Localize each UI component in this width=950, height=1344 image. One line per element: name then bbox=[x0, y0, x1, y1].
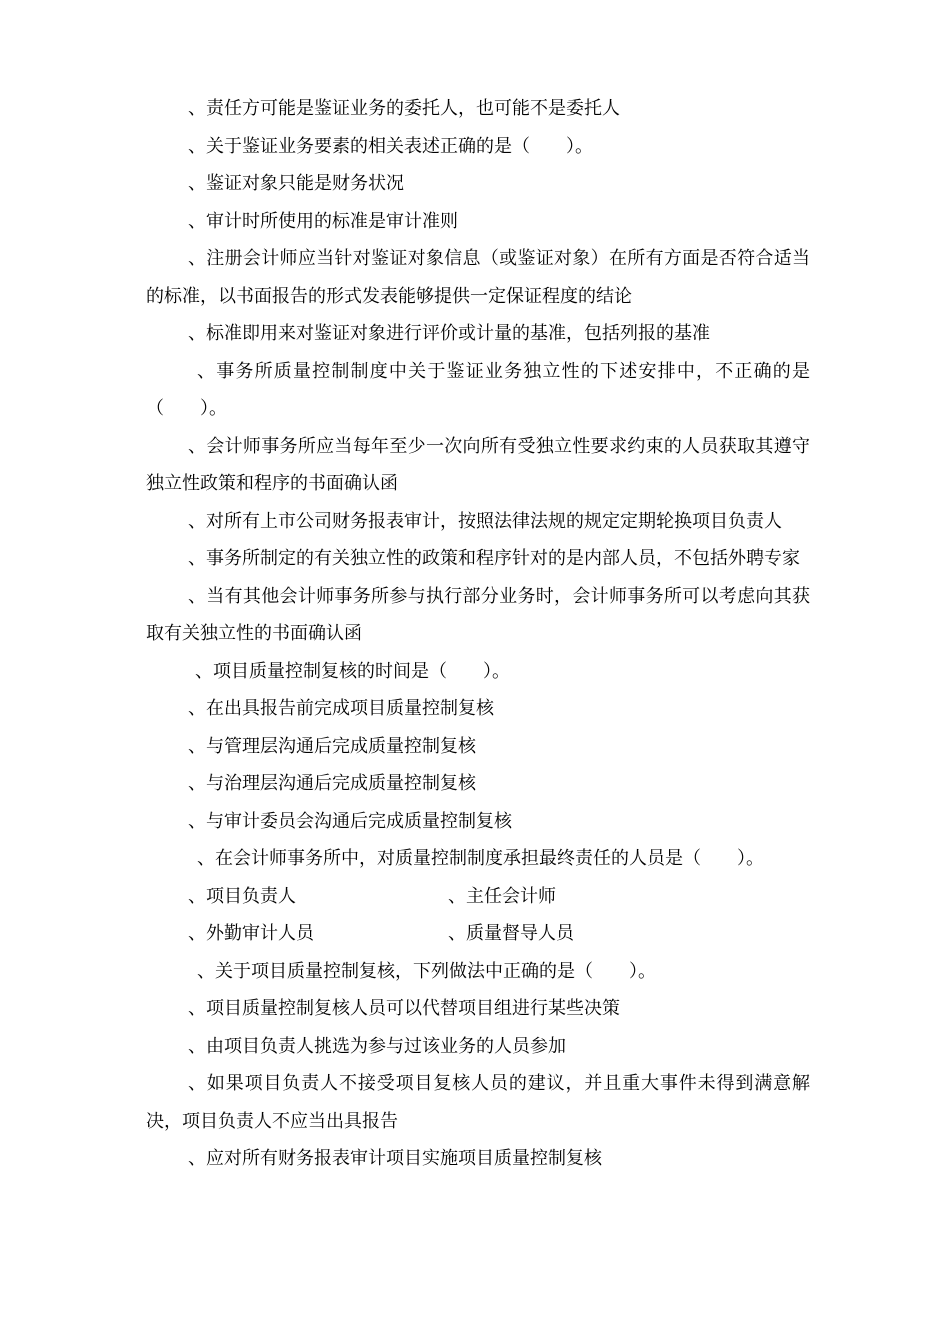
option-text: 、应对所有财务报表审计项目实施项目质量控制复核 bbox=[188, 1148, 602, 1169]
option-text: 、如果项目负责人不接受项目复核人员的建议，并且重大事件未得到满意解决，项目负责人不应当出具报告 bbox=[146, 1073, 810, 1132]
option-text: 、审计时所使用的标准是审计准则 bbox=[188, 210, 458, 232]
option-text: 、外勤审计人员 bbox=[188, 923, 314, 944]
option-text: 、由项目负责人挑选为参与过该业务的人员参加 bbox=[188, 1035, 566, 1057]
question-text: 、项目质量控制复核的时间是（ ）。 bbox=[195, 660, 510, 682]
option-text: 、鉴证对象只能是财务状况 bbox=[188, 173, 404, 194]
options-row bbox=[146, 915, 810, 953]
option-text: 、责任方可能是鉴证业务的委托人，也可能不是委托人 bbox=[188, 98, 620, 119]
option-text: 、事务所制定的有关独立性的政策和程序针对的是内部人员，不包括外聘专家 bbox=[188, 548, 800, 569]
option-text: 、与管理层沟通后完成质量控制复核 bbox=[188, 735, 476, 757]
option-text: 、当有其他会计师事务所参与执行部分业务时，会计师事务所可以考虑向其获取有关独立性的书面确认函 bbox=[146, 585, 810, 644]
question-text: 、在会计师事务所中，对质量控制制度承担最终责任的人员是（ ）。 bbox=[197, 848, 764, 869]
option-text: 、标准即用来对鉴证对象进行评价或计量的基准，包括列报的基准 bbox=[188, 323, 710, 344]
question-text: 、关于鉴证业务要素的相关表述正确的是（ ）。 bbox=[188, 135, 593, 157]
option-text: 、与审计委员会沟通后完成质量控制复核 bbox=[188, 810, 512, 832]
question-text: 、事务所质量控制制度中关于鉴证业务独立性的下述安排中，不正确的是（ ）。 bbox=[146, 360, 810, 419]
option-text: 、主任会计师 bbox=[448, 885, 556, 907]
option-text: 、会计师事务所应当每年至少一次向所有受独立性要求约束的人员获取其遵守独立性政策和程序的书面确认函 bbox=[146, 435, 810, 494]
option-text: 、项目负责人 bbox=[188, 885, 296, 907]
option-text: 、质量督导人员 bbox=[448, 923, 574, 944]
option-text: 、注册会计师应当针对鉴证对象信息（或鉴证对象）在所有方面是否符合适当的标准，以书面报告的形式发表能够提供一定保证程度的结论 bbox=[146, 248, 810, 307]
option-text: 、在出具报告前完成项目质量控制复核 bbox=[188, 698, 494, 719]
question-text: 、关于项目质量控制复核，下列做法中正确的是（ ）。 bbox=[197, 960, 656, 982]
option-text: 、项目质量控制复核人员可以代替项目组进行某些决策 bbox=[188, 998, 620, 1019]
option-text: 、对所有上市公司财务报表审计，按照法律法规的规定定期轮换项目负责人 bbox=[188, 510, 782, 532]
document-body bbox=[146, 90, 810, 1178]
options-row bbox=[146, 878, 810, 916]
option-text: 、与治理层沟通后完成质量控制复核 bbox=[188, 773, 476, 794]
